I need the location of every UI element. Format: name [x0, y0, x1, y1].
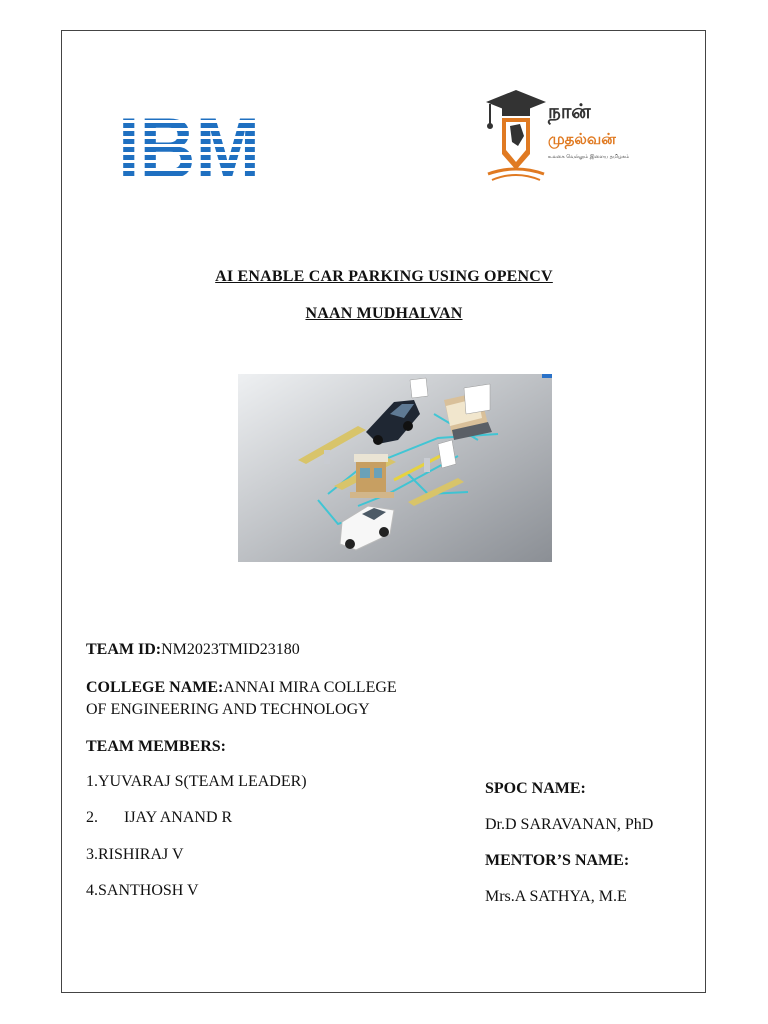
nm-logo-line1: நான்: [548, 99, 591, 123]
member-2: [86, 806, 232, 830]
naan-mudhalvan-logo: [484, 88, 634, 184]
team-members-label: TEAM MEMBERS:: [86, 738, 226, 755]
college-value-line1: ANNAI MIRA COLLEGE: [223, 679, 397, 696]
ibm-logo: [118, 106, 260, 182]
college-label: COLLEGE NAME:: [86, 679, 224, 696]
member-3-name: RISHIRAJ V: [98, 846, 184, 863]
spoc-value: Dr.D SARAVANAN, PhD: [485, 816, 654, 833]
member-4-name: SANTHOSH V: [98, 882, 199, 899]
team-id-label: TEAM ID:: [86, 641, 162, 658]
college-value-line2: OF ENGINEERING AND TECHNOLOGY: [86, 701, 370, 718]
member-1: [86, 770, 307, 794]
nm-logo-tagline: உலகை வெல்லும் இளைய தமிழகம்: [548, 154, 630, 160]
member-4: [86, 879, 199, 903]
team-id-row: [86, 638, 300, 662]
document-subtitle: NAAN MUDHALVAN: [305, 305, 463, 322]
member-2-name: IJAY ANAND R: [124, 809, 233, 826]
member-1-number: 1.: [86, 773, 98, 790]
smart-parking-illustration: [238, 374, 552, 562]
nm-logo-line2: முதல்வன்: [548, 130, 616, 148]
mentor-label: MENTOR’S NAME:: [485, 852, 630, 869]
team-id-value: NM2023TMID23180: [161, 641, 300, 658]
college-row: [86, 676, 397, 700]
member-4-number: 4.: [86, 882, 98, 899]
member-1-name: YUVARAJ S(TEAM LEADER): [98, 773, 307, 790]
mentor-value: Mrs.A SATHYA, M.E: [485, 888, 627, 905]
member-3: [86, 843, 184, 867]
document-title: AI ENABLE CAR PARKING USING OPENCV: [215, 268, 553, 285]
spoc-label: SPOC NAME:: [485, 780, 586, 797]
member-2-number: 2.: [86, 809, 98, 826]
member-3-number: 3.: [86, 846, 98, 863]
